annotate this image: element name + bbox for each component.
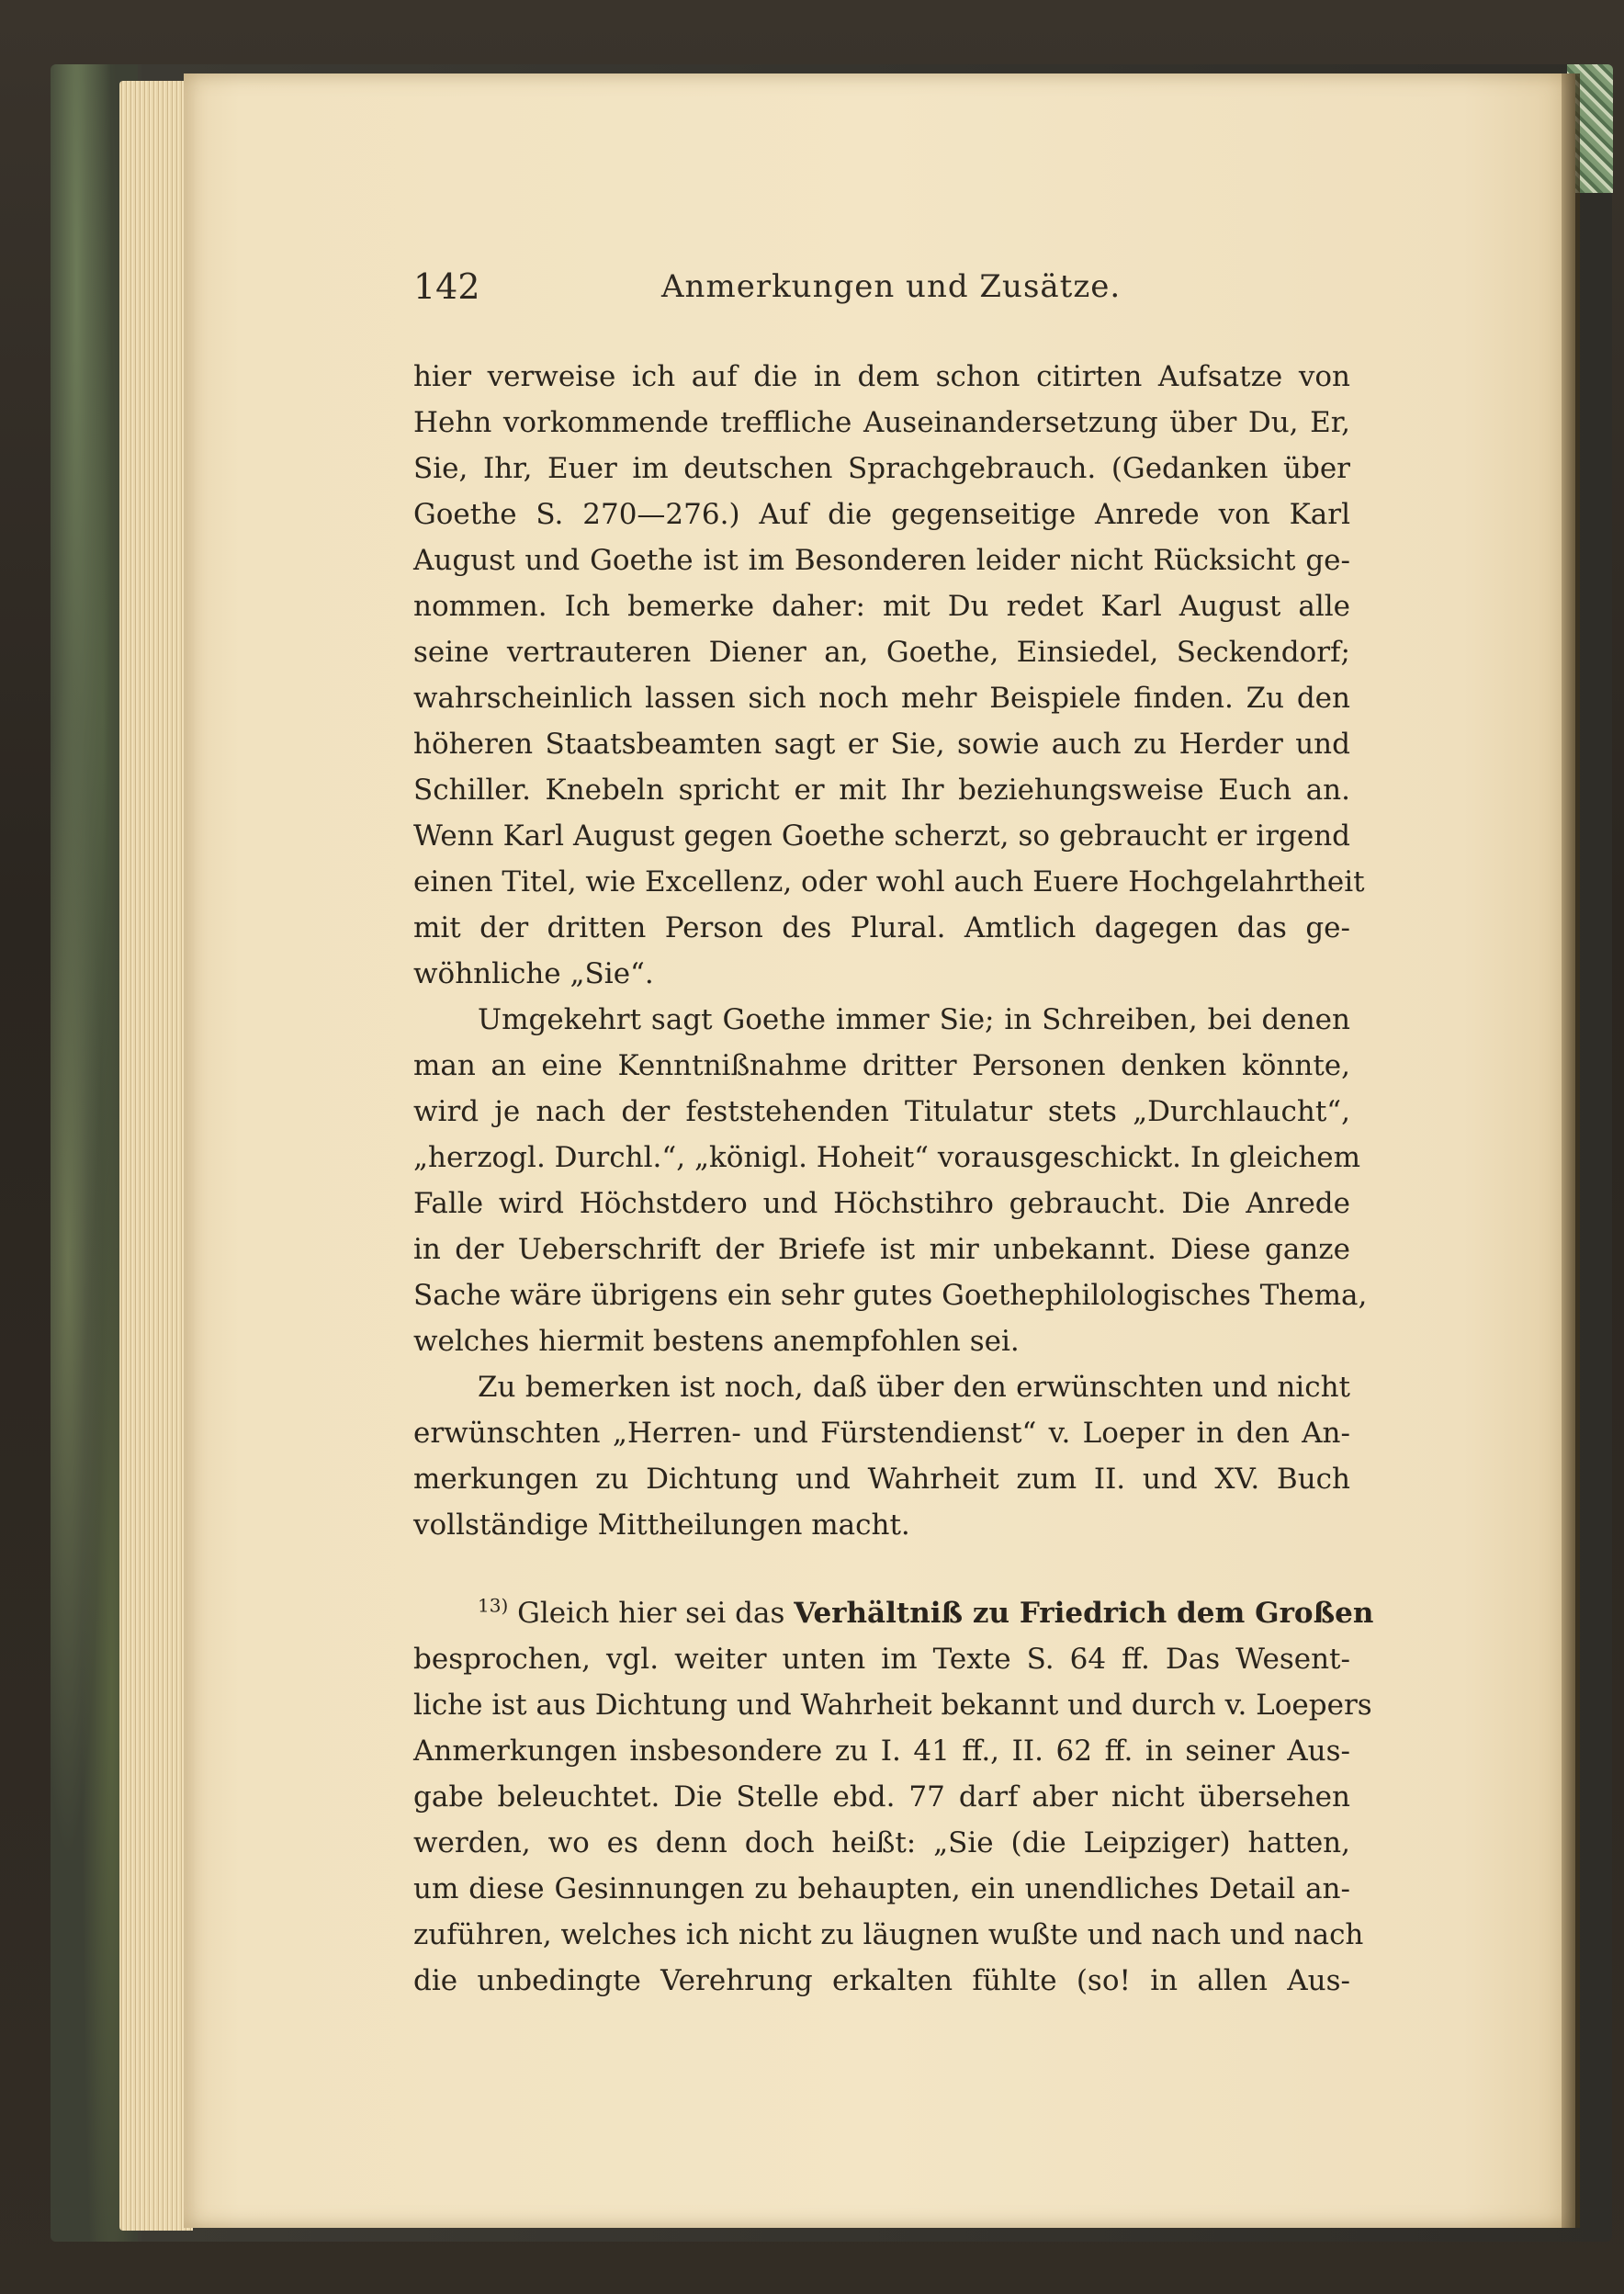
text-line: Wenn Karl August gegen Goethe scherzt, so gebraucht er irgend: [413, 819, 1350, 853]
text-line: hier verweise ich auf die in dem schon citirten Aufsatze von: [413, 360, 1350, 393]
page-header: [413, 266, 1350, 322]
text-line: liche ist aus Dichtung und Wahrheit bekannt und durch v. Loepers: [413, 1689, 1372, 1722]
footnote-first-line: [413, 1590, 1374, 1636]
text-line: die unbedingte Verehrung erkalten fühlte (so! in allen Aus-: [413, 1964, 1350, 1997]
text-line: erwünschten „Herren- und Fürstendienst“ v. Loeper in den An-: [413, 1417, 1350, 1450]
footnote-heading: Verhältniß zu Friedrich dem Großen: [794, 1597, 1374, 1630]
text-line: Falle wird Höchstdero und Höchstihro gebraucht. Die Anrede: [413, 1187, 1350, 1220]
text-line: um diese Gesinnungen zu behaupten, ein unendliches Detail an-: [413, 1872, 1350, 1905]
page-gutter: [1562, 73, 1580, 2228]
text-line: Schiller. Knebeln spricht er mit Ihr beziehungsweise Euch an.: [413, 774, 1350, 807]
text-line: man an eine Kenntnißnahme dritter Personen denken könnte,: [413, 1049, 1350, 1082]
paragraph-2: [413, 997, 1368, 1364]
text-line: nommen. Ich bemerke daher: mit Du redet Karl August alle: [413, 590, 1350, 623]
text-line: August und Goethe ist im Besonderen leider nicht Rücksicht ge-: [413, 544, 1350, 577]
text-line: vollständige Mittheilungen macht.: [413, 1509, 910, 1542]
paragraph-3: [413, 1364, 1350, 1548]
text-line: mit der dritten Person des Plural. Amtlich dagegen das ge-: [413, 911, 1350, 944]
page-number: 142: [413, 266, 480, 307]
text-line: einen Titel, wie Excellenz, oder wohl auch Euere Hochgelahrtheit: [413, 865, 1365, 898]
text-line: in der Ueberschrift der Briefe ist mir unbekannt. Diese ganze: [413, 1233, 1350, 1266]
paragraph-1: [413, 354, 1365, 997]
text-line: werden, wo es denn doch heißt: „Sie (die Leipziger) hatten,: [413, 1826, 1350, 1859]
text-line: „herzogl. Durchl.“, „königl. Hoheit“ vorausgeschickt. In gleichem: [413, 1141, 1361, 1174]
text-line: höheren Staatsbeamten sagt er Sie, sowie auch zu Herder und: [413, 728, 1350, 761]
text-line: Goethe S. 270—276.) Auf die gegenseitige Anrede von Karl: [413, 498, 1350, 531]
footnote-intro: Gleich hier sei das: [508, 1597, 795, 1630]
text-line: besprochen, vgl. weiter unten im Texte S. 64 ff. Das Wesent-: [413, 1643, 1350, 1676]
text-line: Sache wäre übrigens ein sehr gutes Goethephilologisches Thema,: [413, 1279, 1368, 1312]
text-line: gabe beleuchtet. Die Stelle ebd. 77 darf aber nicht übersehen: [413, 1780, 1350, 1814]
text-line: Hehn vorkommende treffliche Auseinandersetzung über Du, Er,: [413, 406, 1350, 439]
text-line: Sie, Ihr, Euer im deutschen Sprachgebrauch. (Gedanken über: [413, 452, 1350, 485]
text-line: Zu bemerken ist noch, daß über den erwünschten und nicht: [478, 1371, 1350, 1404]
page-edges: [119, 81, 193, 2231]
text-line: wahrscheinlich lassen sich noch mehr Beispiele finden. Zu den: [413, 682, 1350, 715]
text-line: wöhnliche „Sie“.: [413, 957, 654, 990]
text-line: zuführen, welches ich nicht zu läugnen wußte und nach und nach: [413, 1918, 1364, 1951]
footnote-13: [413, 1590, 1374, 2004]
body-text: [413, 354, 1374, 2004]
text-line: Anmerkungen insbesondere zu I. 41 ff., II. 62 ff. in seiner Aus-: [413, 1735, 1350, 1768]
section-gap: [413, 1548, 1350, 1590]
text-line: welches hiermit bestens anempfohlen sei.: [413, 1325, 1020, 1358]
running-head: Anmerkungen und Zusätze.: [661, 268, 1122, 305]
footnote-number: 13): [478, 1594, 509, 1617]
text-line: Umgekehrt sagt Goethe immer Sie; in Schreiben, bei denen: [478, 1003, 1350, 1036]
text-line: seine vertrauteren Diener an, Goethe, Einsiedel, Seckendorf;: [413, 636, 1350, 669]
text-line: wird je nach der feststehenden Titulatur stets „Durchlaucht“,: [413, 1095, 1350, 1128]
text-line: merkungen zu Dichtung und Wahrheit zum II. und XV. Buch: [413, 1463, 1350, 1496]
